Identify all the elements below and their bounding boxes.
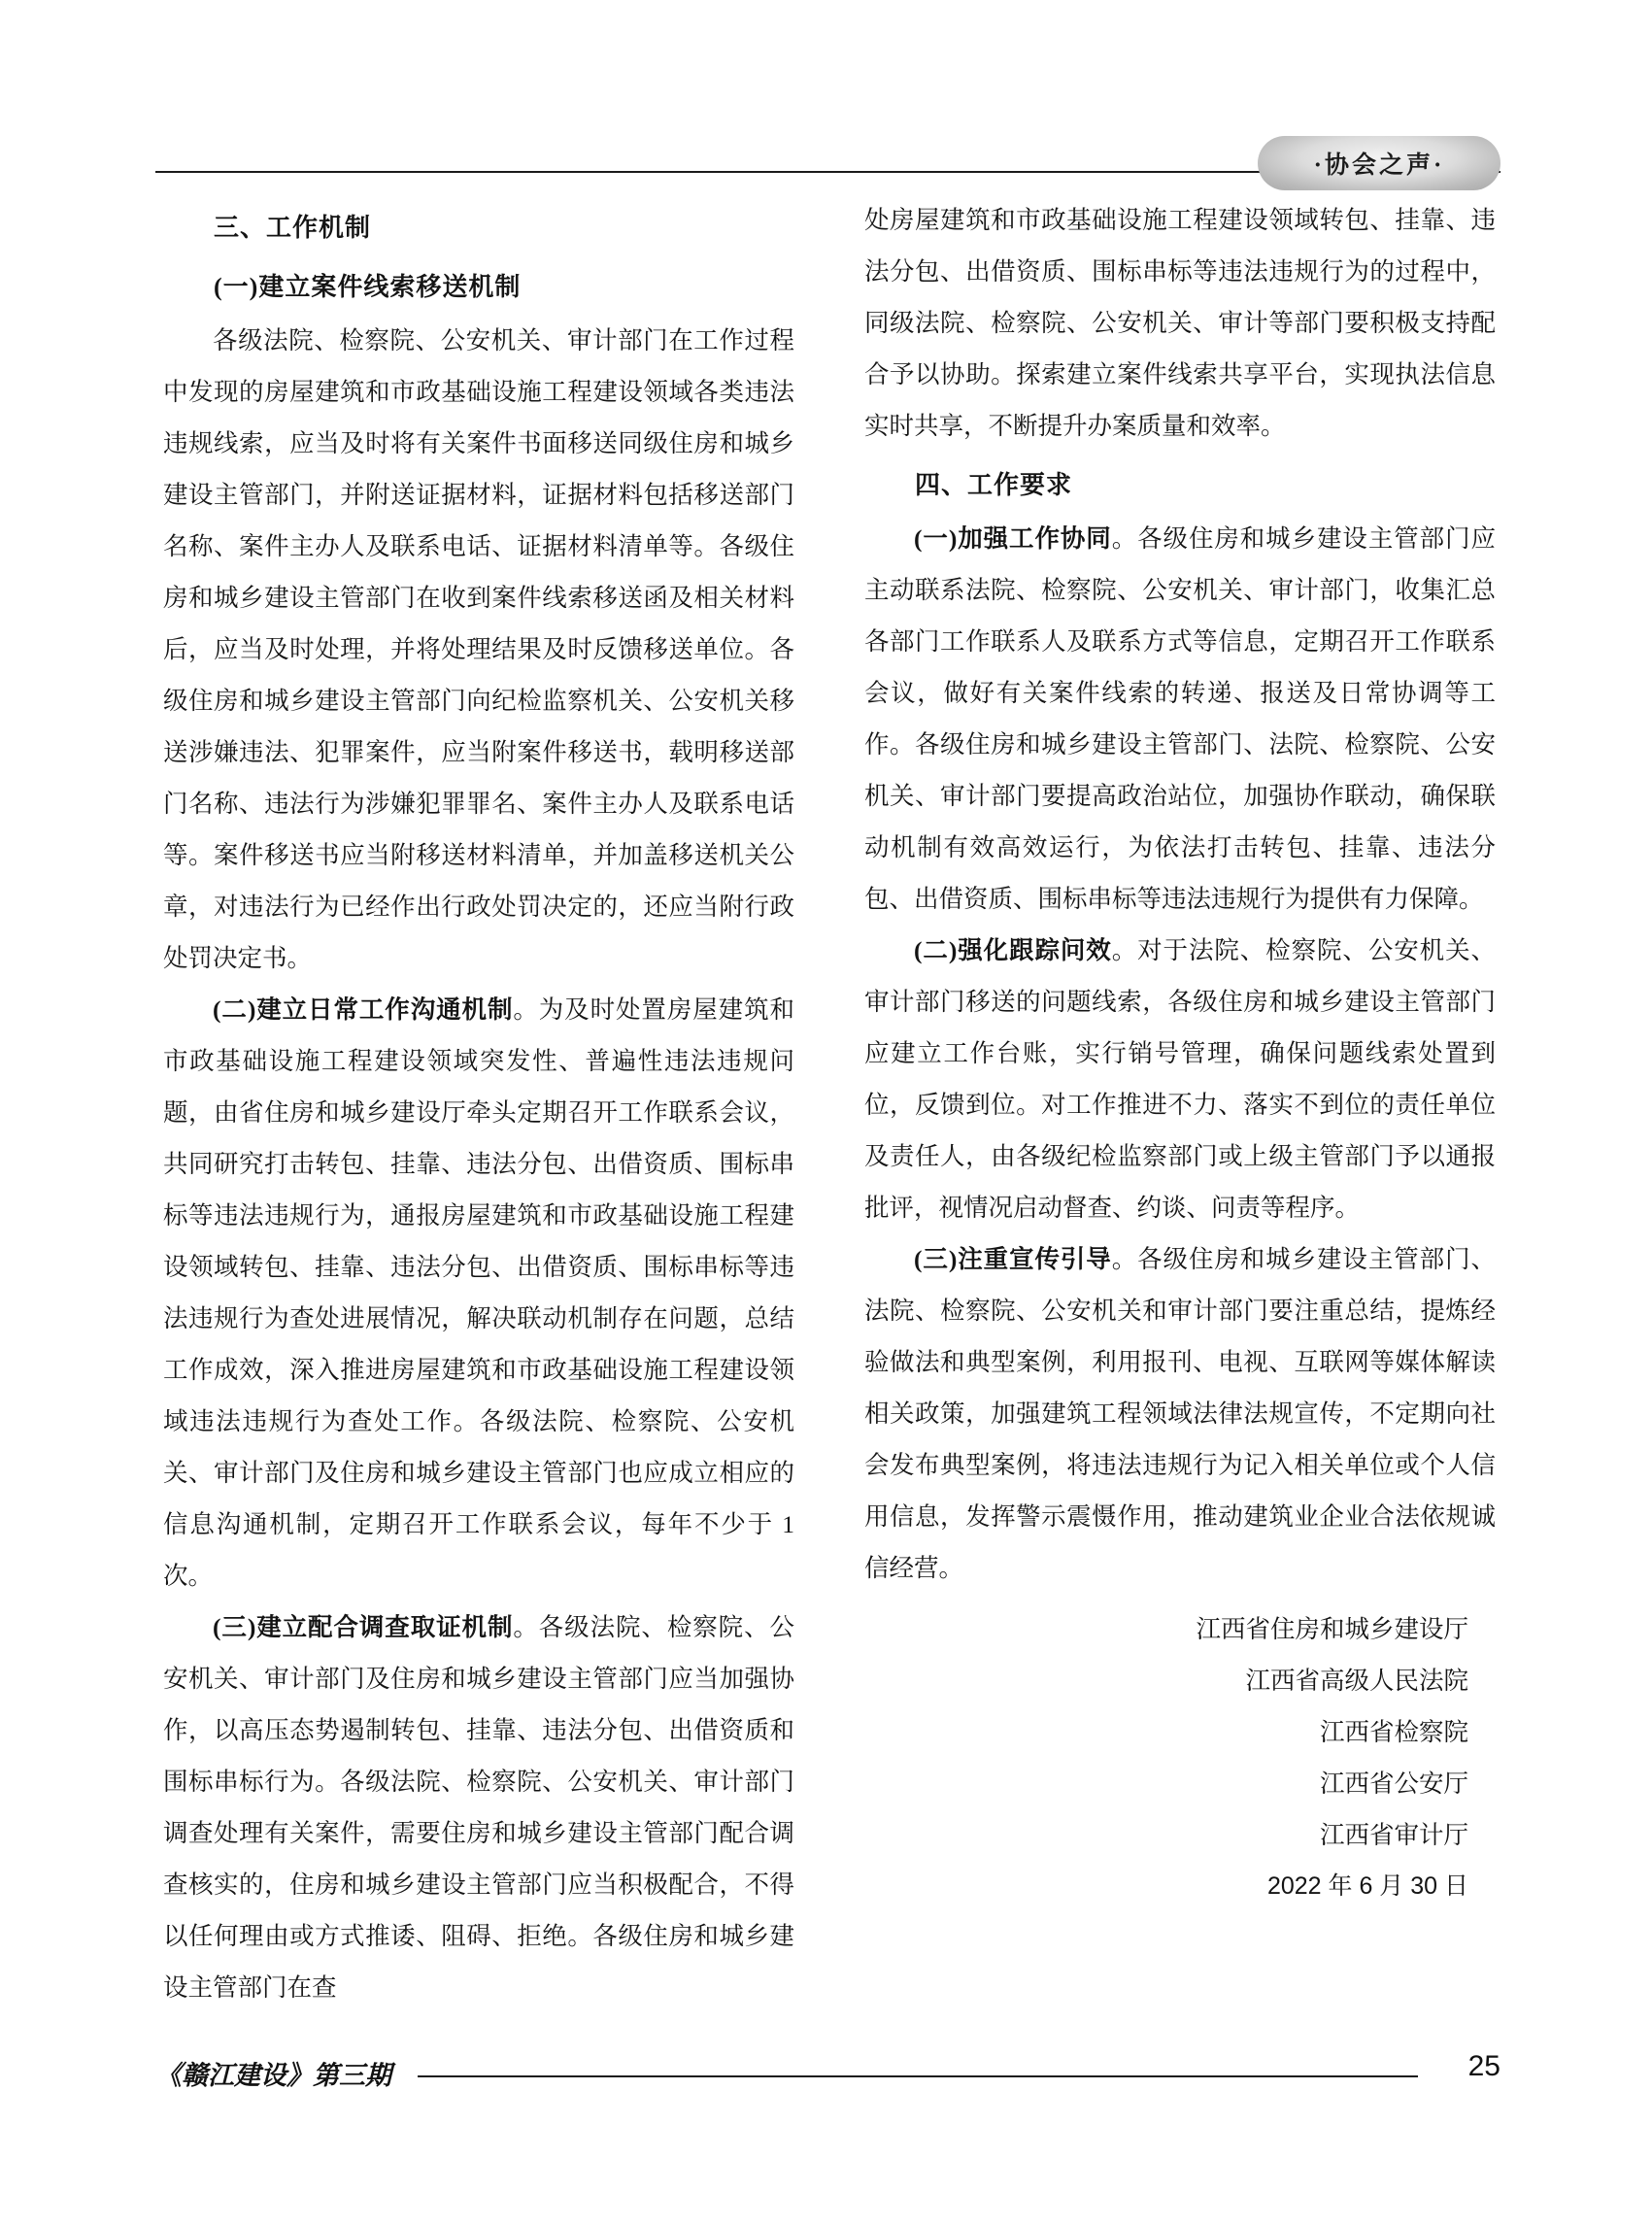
- left-column: [163, 194, 794, 2013]
- paragraph-body-tracking-effectiveness: 。对于法院、检察院、公安机关、审计部门移送的问题线索，各级住房和城乡建设主管部门应建立工作台账，实行销号管理，确保问题线索处置到位，反馈到位。对工作推进不力、落实不到位的责任单位及责任人，由各级纪检监察部门或上级主管部门予以通报批评，视情况启动督查、约谈、问责等程序。: [864, 936, 1496, 1222]
- paragraph-body-publicity-guidance: 。各级住房和城乡建设主管部门、法院、检察院、公安机关和审计部门要注重总结，提炼经验做法和典型案例，利用报刊、电视、互联网等媒体解读相关政策，加强建筑工程领域法律法规宣传，不定期向社会发布典型案例，将违法违规行为记入相关单位或个人信用信息，发挥警示震慑作用，推动建筑业企业合法依规诚信经营。: [864, 1245, 1496, 1582]
- page-number: 25: [1467, 2050, 1500, 2082]
- paragraph-daily-communication: [163, 984, 794, 1601]
- signatory-public-security: 江西省公安厅: [1319, 1770, 1468, 1798]
- heading-case-clue-transfer: (一)建立案件线索移送机制: [214, 273, 522, 301]
- signature-block: [864, 1603, 1496, 1912]
- signatory-housing-department: 江西省住房和城乡建设厅: [1196, 1615, 1468, 1643]
- page-footer: [155, 2050, 1500, 2103]
- paragraph-publicity-guidance: [864, 1233, 1496, 1594]
- section-badge-label: ·协会之声·: [1313, 152, 1445, 179]
- heading-work-mechanism: 三、工作机制: [214, 214, 372, 242]
- signature-date: 2022 年 6 月 30 日: [1266, 1872, 1468, 1900]
- publication-title: 《赣江建设》第三期: [155, 2061, 391, 2090]
- right-column: [864, 194, 1496, 1912]
- paragraph-tracking-effectiveness: [864, 925, 1496, 1233]
- page-header: [155, 136, 1500, 194]
- paragraph-lead-tracking-effectiveness: (二)强化跟踪问效: [914, 936, 1112, 964]
- footer-divider: [418, 2075, 1418, 2077]
- section-badge: [1258, 136, 1500, 190]
- paragraph-body-strengthen-coordination: 。各级住房和城乡建设主管部门应主动联系法院、检察院、公安机关、审计部门，收集汇总各部门工作联系人及联系方式等信息，定期召开工作联系会议，做好有关案件线索的转递、报送及日常协调等工作。各级住房和城乡建设主管部门、法院、检察院、公安机关、审计部门要提高政治站位，加强协作联动，确保联动机制有效高效运行，为依法打击转包、挂靠、违法分包、出借资质、围标串标等违法违规行为提供有力保障。: [864, 524, 1496, 913]
- signatory-audit-department: 江西省审计厅: [1319, 1821, 1468, 1849]
- paragraph-lead-daily-communication: (二)建立日常工作沟通机制: [213, 995, 514, 1024]
- signatory-high-court: 江西省高级人民法院: [1245, 1667, 1468, 1695]
- paragraph-body-investigation-cooperation: 。各级法院、检察院、公安机关、审计部门及住房和城乡建设主管部门应当加强协作，以高压态势遏制转包、挂靠、违法分包、出借资质和围标串标行为。各级法院、检察院、公安机关、审计部门调查处理有关案件，需要住房和城乡建设主管部门配合调查核实的，住房和城乡建设主管部门应当积极配合，不得以任何理由或方式推诿、阻碍、拒绝。各级住房和城乡建设主管部门在查: [163, 1613, 794, 2002]
- signatory-procuratorate: 江西省检察院: [1319, 1718, 1468, 1746]
- paragraph-continued-from-left: 处房屋建筑和市政基础设施工程建设领域转包、挂靠、违法分包、出借资质、围标串标等违法违规行为的过程中，同级法院、检察院、公安机关、审计等部门要积极支持配合予以协助。探索建立案件线索共享平台，实现执法信息实时共享，不断提升办案质量和效率。: [864, 206, 1496, 440]
- paragraph-lead-investigation-cooperation: (三)建立配合调查取证机制: [213, 1613, 514, 1641]
- paragraph-lead-strengthen-coordination: (一)加强工作协同: [914, 524, 1112, 553]
- paragraph-strengthen-coordination: [864, 513, 1496, 925]
- heading-work-requirements: 四、工作要求: [915, 471, 1073, 499]
- paragraph-lead-publicity-guidance: (三)注重宣传引导: [914, 1245, 1112, 1273]
- paragraph-body-daily-communication: 。为及时处置房屋建筑和市政基础设施工程建设领域突发性、普遍性违法违规问题，由省住房和城乡建设厅牵头定期召开工作联系会议，共同研究打击转包、挂靠、违法分包、出借资质、围标串标等违法违规行为，通报房屋建筑和市政基础设施工程建设领域转包、挂靠、违法分包、出借资质、围标串标等违法违规行为查处进展情况，解决联动机制存在问题，总结工作成效，深入推进房屋建筑和市政基础设施工程建设领域违法违规行为查处工作。各级法院、检察院、公安机关、审计部门及住房和城乡建设主管部门也应成立相应的信息沟通机制，定期召开工作联系会议，每年不少于 1 次。: [163, 995, 794, 1590]
- paragraph-case-clue-transfer: 各级法院、检察院、公安机关、审计部门在工作过程中发现的房屋建筑和市政基础设施工程建设领域各类违法违规线索，应当及时将有关案件书面移送同级住房和城乡建设主管部门，并附送证据材料，证据材料包括移送部门名称、案件主办人及联系电话、证据材料清单等。各级住房和城乡建设主管部门在收到案件线索移送函及相关材料后，应当及时处理，并将处理结果及时反馈移送单位。各级住房和城乡建设主管部门向纪检监察机关、公安机关移送涉嫌违法、犯罪案件，应当附案件移送书，载明移送部门名称、违法行为涉嫌犯罪罪名、案件主办人及联系电话等。案件移送书应当附移送材料清单，并加盖移送机关公章，对违法行为已经作出行政处罚决定的，还应当附行政处罚决定书。: [163, 326, 794, 972]
- paragraph-investigation-cooperation: [163, 1601, 794, 2013]
